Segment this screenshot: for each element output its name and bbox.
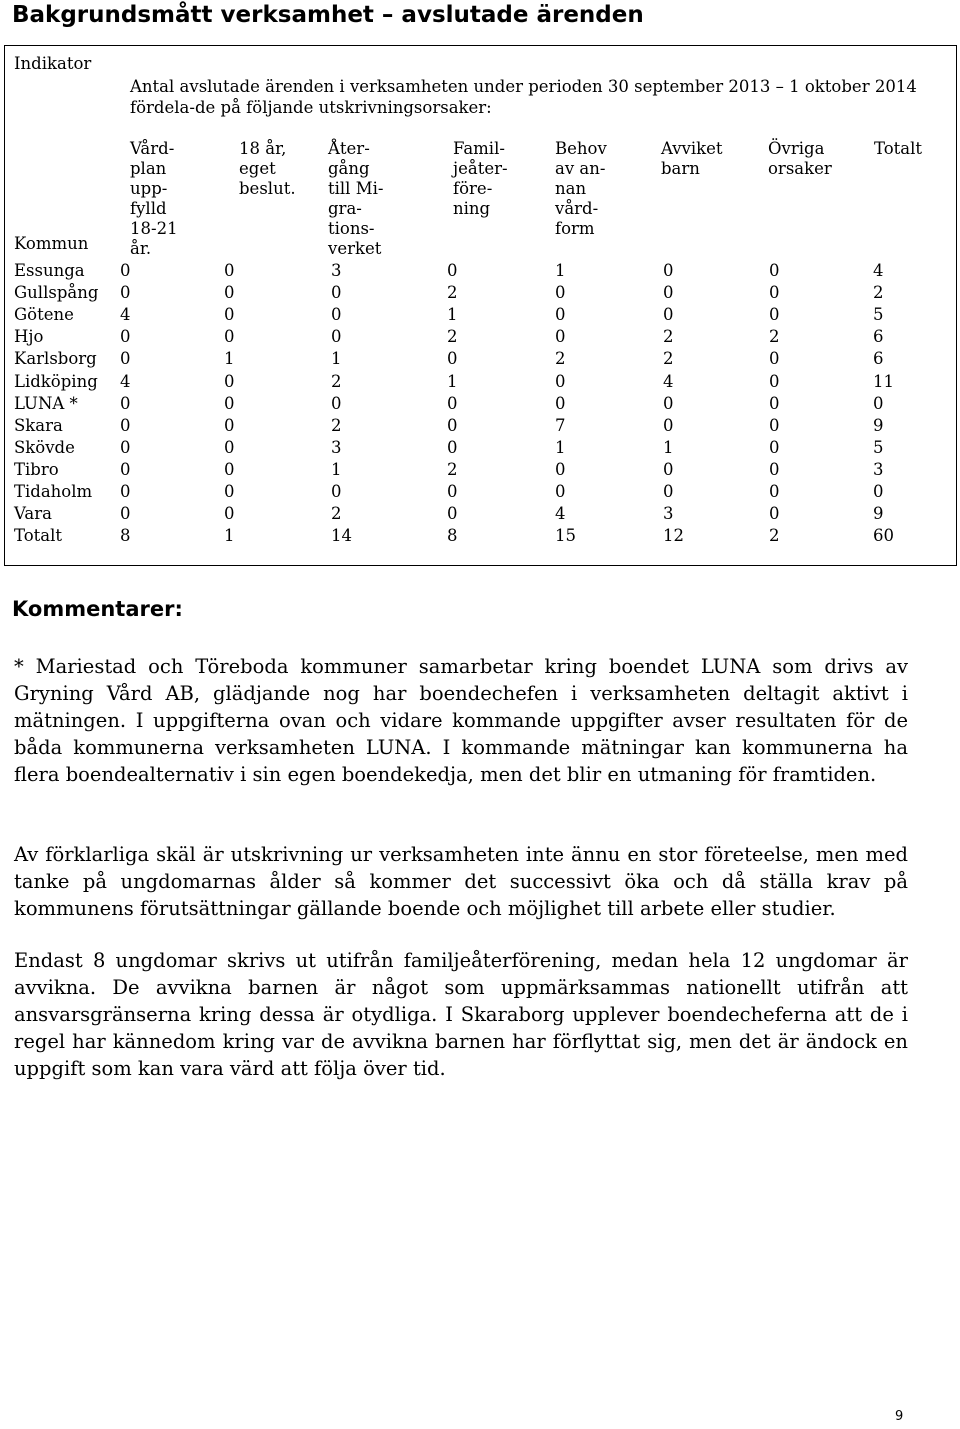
table-cell: 0 bbox=[331, 393, 342, 413]
comment-paragraph-1: * Mariestad och Töreboda kommuner samarbetar kring boendet LUNA som drivs av Gryning Vård AB, glädjande nog har boendechefen i verksamheten deltagit aktivt i mätningen. I uppgifterna ovan och vidare kommande uppgifter avser resultaten för de båda kommunerna verksamheten LUNA. I kommande mätningar kan kommunerna ha flera boendealternativ i sin egen boendekedja, men det blir en utmaning för framtiden. bbox=[14, 655, 908, 786]
table-row bbox=[5, 393, 956, 415]
table-row bbox=[5, 326, 956, 348]
table-row bbox=[5, 503, 956, 525]
kommun-name: Karlsborg bbox=[14, 349, 97, 369]
column-header: Avviket barn bbox=[661, 139, 723, 178]
table-cell: 12 bbox=[663, 526, 684, 546]
table-row bbox=[5, 371, 956, 393]
kommun-name: Lidköping bbox=[14, 371, 98, 391]
column-header: 18 år, eget beslut. bbox=[239, 139, 296, 198]
table-cell: 0 bbox=[873, 393, 884, 413]
table-cell: 4 bbox=[873, 261, 884, 280]
table-cell: 1 bbox=[331, 459, 342, 479]
closed-cases-table bbox=[4, 45, 957, 566]
table-cell: 4 bbox=[120, 305, 131, 325]
table-cell: 1 bbox=[447, 371, 458, 391]
kommun-header: Kommun bbox=[14, 234, 89, 253]
table-cell: 9 bbox=[873, 504, 884, 524]
column-header: Famil- jeåter- före- ning bbox=[453, 139, 508, 218]
column-header: Behov av an- nan vård- form bbox=[555, 139, 607, 238]
table-cell: 1 bbox=[555, 261, 566, 280]
table-cell: 0 bbox=[447, 261, 458, 280]
table-cell: 1 bbox=[663, 437, 674, 457]
table-cell: 2 bbox=[555, 349, 566, 369]
table-cell: 0 bbox=[120, 415, 131, 435]
comments-title: Kommentarer: bbox=[12, 597, 183, 621]
table-cell: 0 bbox=[120, 261, 131, 280]
kommun-name: Hjo bbox=[14, 327, 44, 347]
table-cell: 5 bbox=[873, 437, 884, 457]
table-cell: 1 bbox=[447, 305, 458, 325]
table-cell: 0 bbox=[555, 459, 566, 479]
table-cell: 0 bbox=[663, 482, 674, 501]
table-cell: 0 bbox=[447, 504, 458, 524]
table-cell: 4 bbox=[663, 371, 674, 391]
table-cell: 3 bbox=[331, 437, 342, 457]
table-cell: 2 bbox=[447, 327, 458, 347]
table-cell: 0 bbox=[331, 305, 342, 325]
table-cell: 0 bbox=[447, 393, 458, 413]
table-cell: 6 bbox=[873, 349, 884, 369]
table-cell: 0 bbox=[120, 349, 131, 369]
table-cell: 3 bbox=[663, 504, 674, 524]
table-cell: 0 bbox=[663, 459, 674, 479]
table-cell: 0 bbox=[331, 482, 342, 501]
table-cell: 0 bbox=[555, 482, 566, 501]
table-row bbox=[5, 415, 956, 437]
table-cell: 0 bbox=[224, 393, 235, 413]
table-cell: 2 bbox=[769, 526, 780, 546]
table-cell: 0 bbox=[224, 415, 235, 435]
column-header: Totalt bbox=[874, 139, 923, 158]
table-cell: 11 bbox=[873, 371, 894, 391]
column-header: Vård- plan upp- fylld 18-21 år. bbox=[130, 139, 178, 258]
table-cell: 1 bbox=[555, 437, 566, 457]
table-row bbox=[5, 481, 956, 503]
table-cell: 1 bbox=[331, 349, 342, 369]
table-cell: 8 bbox=[447, 526, 458, 546]
table-cell: 0 bbox=[769, 415, 780, 435]
table-cell: 0 bbox=[769, 305, 780, 325]
table-cell: 0 bbox=[120, 327, 131, 347]
table-row bbox=[5, 304, 956, 326]
table-cell: 2 bbox=[447, 459, 458, 479]
table-row bbox=[5, 525, 956, 547]
table-cell: 1 bbox=[224, 349, 235, 369]
table-description: Antal avslutade ärenden i verksamheten under perioden 30 september 2013 – 1 oktober 2014 fördela-de på följande utskrivningsorsaker: bbox=[130, 77, 917, 117]
table-cell: 0 bbox=[120, 393, 131, 413]
table-cell: 8 bbox=[120, 526, 131, 546]
kommun-name: Tidaholm bbox=[14, 482, 93, 501]
table-cell: 0 bbox=[663, 393, 674, 413]
table-cell: 0 bbox=[555, 393, 566, 413]
table-row bbox=[5, 260, 956, 282]
table-cell: 0 bbox=[555, 371, 566, 391]
kommun-name: Skövde bbox=[14, 437, 75, 457]
table-cell: 0 bbox=[663, 305, 674, 325]
table-cell: 0 bbox=[769, 482, 780, 501]
kommun-name: Skara bbox=[14, 415, 63, 435]
table-row bbox=[5, 282, 956, 304]
table-cell: 0 bbox=[120, 504, 131, 524]
kommun-name: LUNA * bbox=[14, 393, 78, 413]
table-cell: 0 bbox=[224, 261, 235, 280]
table-cell: 0 bbox=[120, 437, 131, 457]
table-cell: 3 bbox=[873, 459, 884, 479]
table-cell: 0 bbox=[769, 349, 780, 369]
table-cell: 0 bbox=[555, 283, 566, 303]
table-cell: 0 bbox=[769, 283, 780, 303]
indikator-label: Indikator bbox=[14, 54, 92, 73]
page-number: 9 bbox=[895, 1409, 904, 1424]
table-row bbox=[5, 348, 956, 370]
kommun-name: Totalt bbox=[14, 526, 63, 546]
table-cell: 14 bbox=[331, 526, 352, 546]
table-cell: 0 bbox=[663, 261, 674, 280]
table-cell: 0 bbox=[769, 437, 780, 457]
table-cell: 0 bbox=[331, 327, 342, 347]
table-cell: 6 bbox=[873, 327, 884, 347]
table-cell: 2 bbox=[331, 504, 342, 524]
kommun-name: Vara bbox=[14, 504, 52, 524]
table-cell: 5 bbox=[873, 305, 884, 325]
table-cell: 0 bbox=[555, 305, 566, 325]
table-cell: 0 bbox=[769, 504, 780, 524]
table-cell: 2 bbox=[873, 283, 884, 303]
table-cell: 4 bbox=[555, 504, 566, 524]
table-cell: 15 bbox=[555, 526, 576, 546]
table-cell: 0 bbox=[120, 283, 131, 303]
table-row bbox=[5, 459, 956, 481]
table-cell: 0 bbox=[224, 371, 235, 391]
kommun-name: Gullspång bbox=[14, 283, 99, 303]
table-cell: 0 bbox=[555, 327, 566, 347]
table-cell: 2 bbox=[331, 371, 342, 391]
table-cell: 0 bbox=[120, 459, 131, 479]
table-cell: 0 bbox=[224, 283, 235, 303]
table-cell: 60 bbox=[873, 526, 894, 546]
table-cell: 0 bbox=[331, 283, 342, 303]
table-cell: 0 bbox=[769, 261, 780, 280]
kommun-name: Götene bbox=[14, 305, 74, 325]
comment-paragraph-2: Av förklarliga skäl är utskrivning ur verksamheten inte ännu en stor företeelse, men med tanke på ungdomarnas ålder så kommer det successivt öka och då ställa krav på kommunens förutsättningar gällande boende och möjlighet till arbete eller studier. bbox=[14, 843, 908, 920]
table-cell: 0 bbox=[769, 459, 780, 479]
table-cell: 3 bbox=[331, 261, 342, 280]
table-cell: 1 bbox=[224, 526, 235, 546]
kommun-name: Tibro bbox=[14, 459, 59, 479]
table-cell: 0 bbox=[224, 327, 235, 347]
column-header: Övriga orsaker bbox=[768, 139, 832, 178]
table-cell: 0 bbox=[663, 283, 674, 303]
table-cell: 0 bbox=[663, 415, 674, 435]
table-cell: 0 bbox=[447, 415, 458, 435]
section-title: Bakgrundsmått verksamhet – avslutade ärenden bbox=[12, 2, 644, 28]
table-cell: 2 bbox=[663, 327, 674, 347]
table-cell: 9 bbox=[873, 415, 884, 435]
table-cell: 0 bbox=[224, 305, 235, 325]
table-cell: 2 bbox=[769, 327, 780, 347]
table-cell: 7 bbox=[555, 415, 566, 435]
comment-paragraph-3: Endast 8 ungdomar skrivs ut utifrån familjeåterförening, medan hela 12 ungdomar är avvikna. De avvikna barnen är något som uppmärksammas nationellt utifrån att ansvarsgränserna kring dessa är otydliga. I Skaraborg upplever boendecheferna att de i regel har kännedom kring var de avvikna barnen har förflyttat sig, men det är ändock en uppgift som kan vara värd att följa över tid. bbox=[14, 949, 908, 1080]
table-cell: 0 bbox=[447, 349, 458, 369]
table-cell: 0 bbox=[873, 482, 884, 501]
table-cell: 0 bbox=[120, 482, 131, 501]
table-cell: 0 bbox=[769, 371, 780, 391]
kommun-name: Essunga bbox=[14, 261, 85, 280]
table-cell: 0 bbox=[224, 437, 235, 457]
table-cell: 0 bbox=[447, 437, 458, 457]
table-cell: 0 bbox=[224, 459, 235, 479]
table-cell: 2 bbox=[447, 283, 458, 303]
table-cell: 0 bbox=[224, 482, 235, 501]
table-cell: 2 bbox=[331, 415, 342, 435]
table-row bbox=[5, 437, 956, 459]
table-cell: 0 bbox=[769, 393, 780, 413]
table-cell: 0 bbox=[224, 504, 235, 524]
column-header: Åter- gång till Mi- gra- tions- verket bbox=[328, 139, 384, 258]
table-cell: 4 bbox=[120, 371, 131, 391]
table-cell: 0 bbox=[447, 482, 458, 501]
table-cell: 2 bbox=[663, 349, 674, 369]
